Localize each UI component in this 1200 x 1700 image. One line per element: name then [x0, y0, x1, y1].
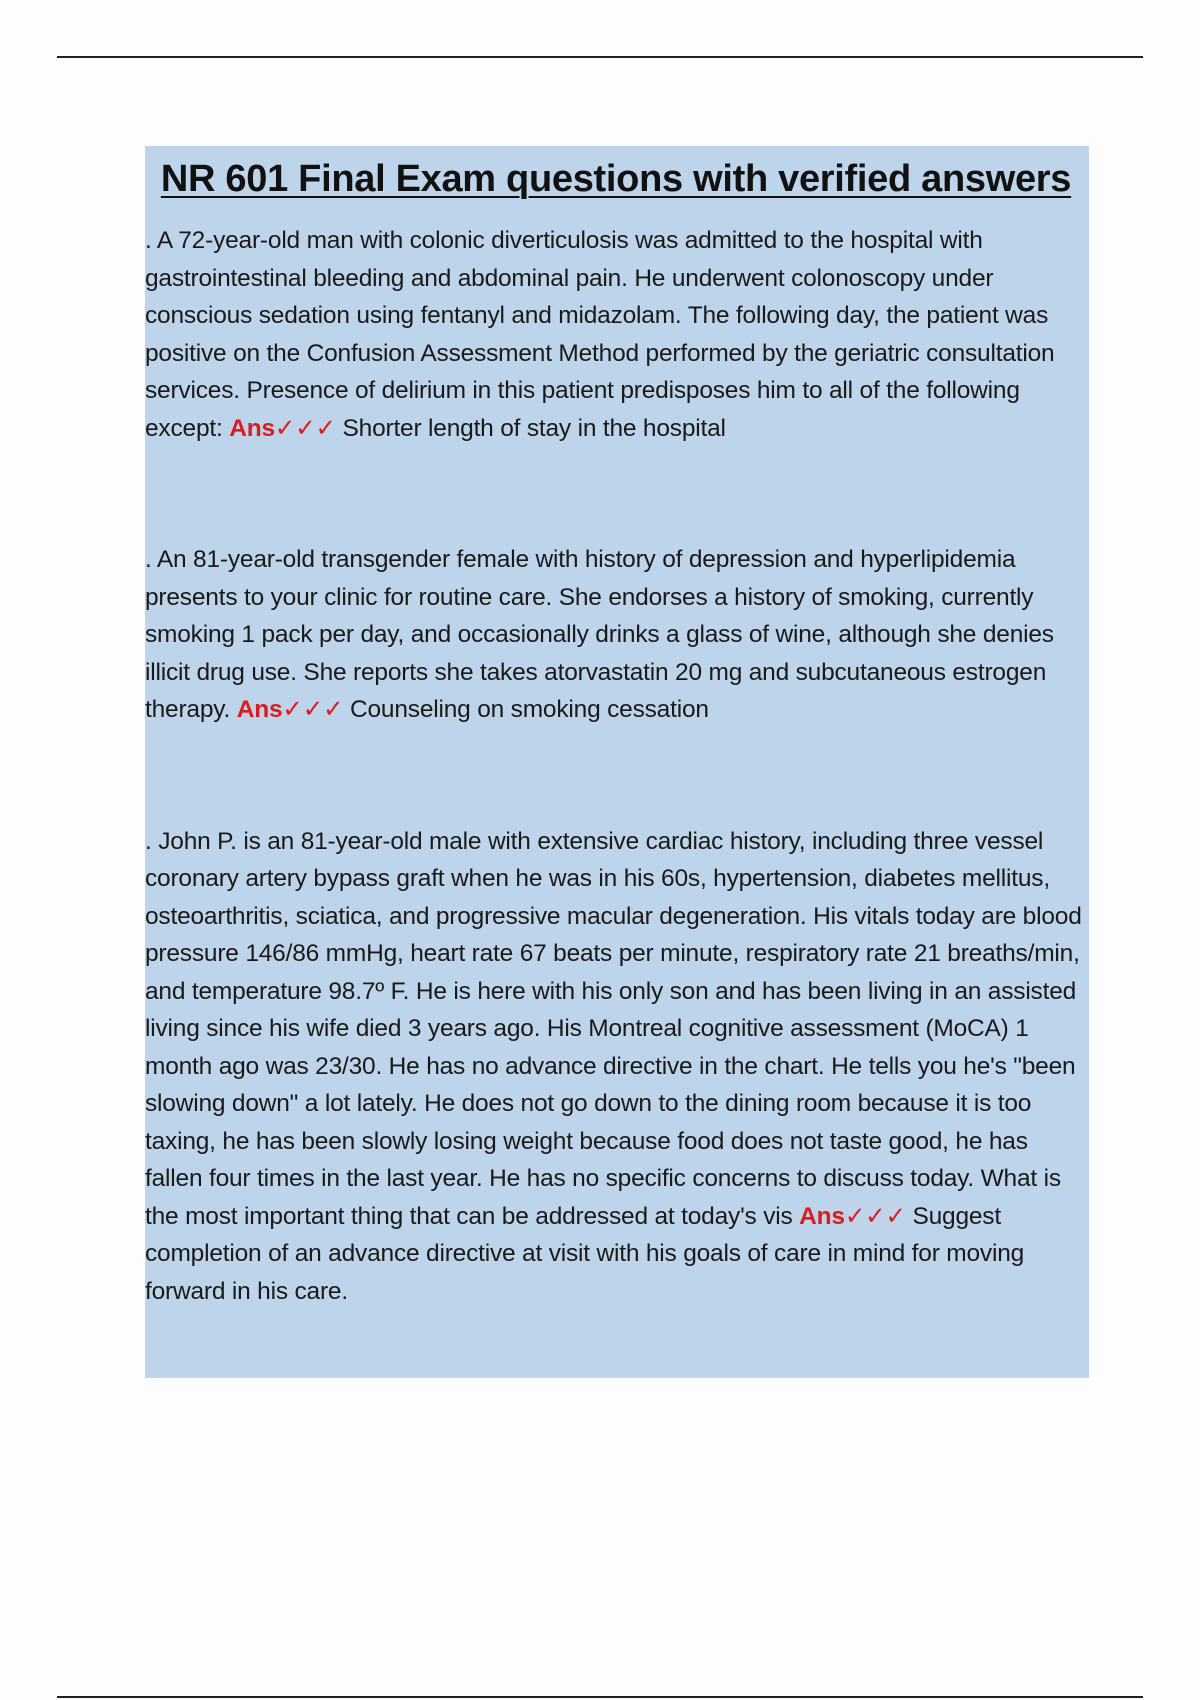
- answer-text: Counseling on smoking cessation: [350, 696, 709, 723]
- answer-text: Suggest completion of an advance directive at visit with his goals of care in mind for moving forward in his care.: [145, 1202, 1025, 1305]
- answer-text: Shorter length of stay in the hospital: [342, 414, 726, 442]
- qa-item: [145, 222, 1087, 447]
- question-text: . John P. is an 81-year-old male with extensive cardiac history, including three vessel coronary artery bypass graft when he was in his 60s, hypertension, diabetes mellitus, osteoarthritis, sciatica, and progressive macular degeneration. His vitals today are blood pressure 146/86 mmHg, heart rate 67 beats per minute, respiratory rate 21 breaths/min, and temperature 98.7º F. He is here with his only son and has been living in an assisted living since his wife died 3 years ago. His Montreal cognitive assessment (MoCA) 1 month ago was 23/30. He has no advance directive in the chart. He tells you he's "been slowing down" a lot lately. He does not go down to the dining room because it is too taxing, he has been slowly losing weight because food does not taste good, he has fallen four times in the last year. He has no specific concerns to discuss today. What is the most important thing that can be addressed at today's vis: [145, 827, 1082, 1230]
- document-title: NR 601 Final Exam questions with verified answers: [160, 158, 1072, 200]
- check-marks-icon: ✓✓✓: [282, 696, 344, 723]
- footer-rule: [57, 1696, 1143, 1698]
- qa-item: [145, 541, 1087, 729]
- answer-marker: Ans: [236, 696, 283, 723]
- question-text: . A 72-year-old man with colonic diverticulosis was admitted to the hospital with gastrointestinal bleeding and abdominal pain. He underwent colonoscopy under conscious sedation using fentanyl and midazolam. The following day, the patient was positive on the Confusion Assessment Method performed by the geriatric consultation services. Presence of delirium in this patient predisposes him to all of the following except:: [145, 227, 1055, 442]
- content-panel: [145, 146, 1089, 1378]
- qa-list: [145, 222, 1087, 1310]
- qa-item: [145, 823, 1087, 1311]
- answer-marker: Ans: [799, 1202, 845, 1230]
- header-rule: [57, 56, 1143, 58]
- check-marks-icon: ✓✓✓: [844, 1202, 906, 1230]
- answer-marker: Ans: [229, 414, 275, 442]
- check-marks-icon: ✓✓✓: [274, 414, 336, 442]
- question-text: . An 81-year-old transgender female with history of depression and hyperlipidemia presents to your clinic for routine care. She endorses a history of smoking, currently smoking 1 pack per day, and occasionally drinks a glass of wine, although she denies illicit drug use. She reports she takes atorvastatin 20 mg and subcutaneous estrogen therapy.: [145, 546, 1054, 723]
